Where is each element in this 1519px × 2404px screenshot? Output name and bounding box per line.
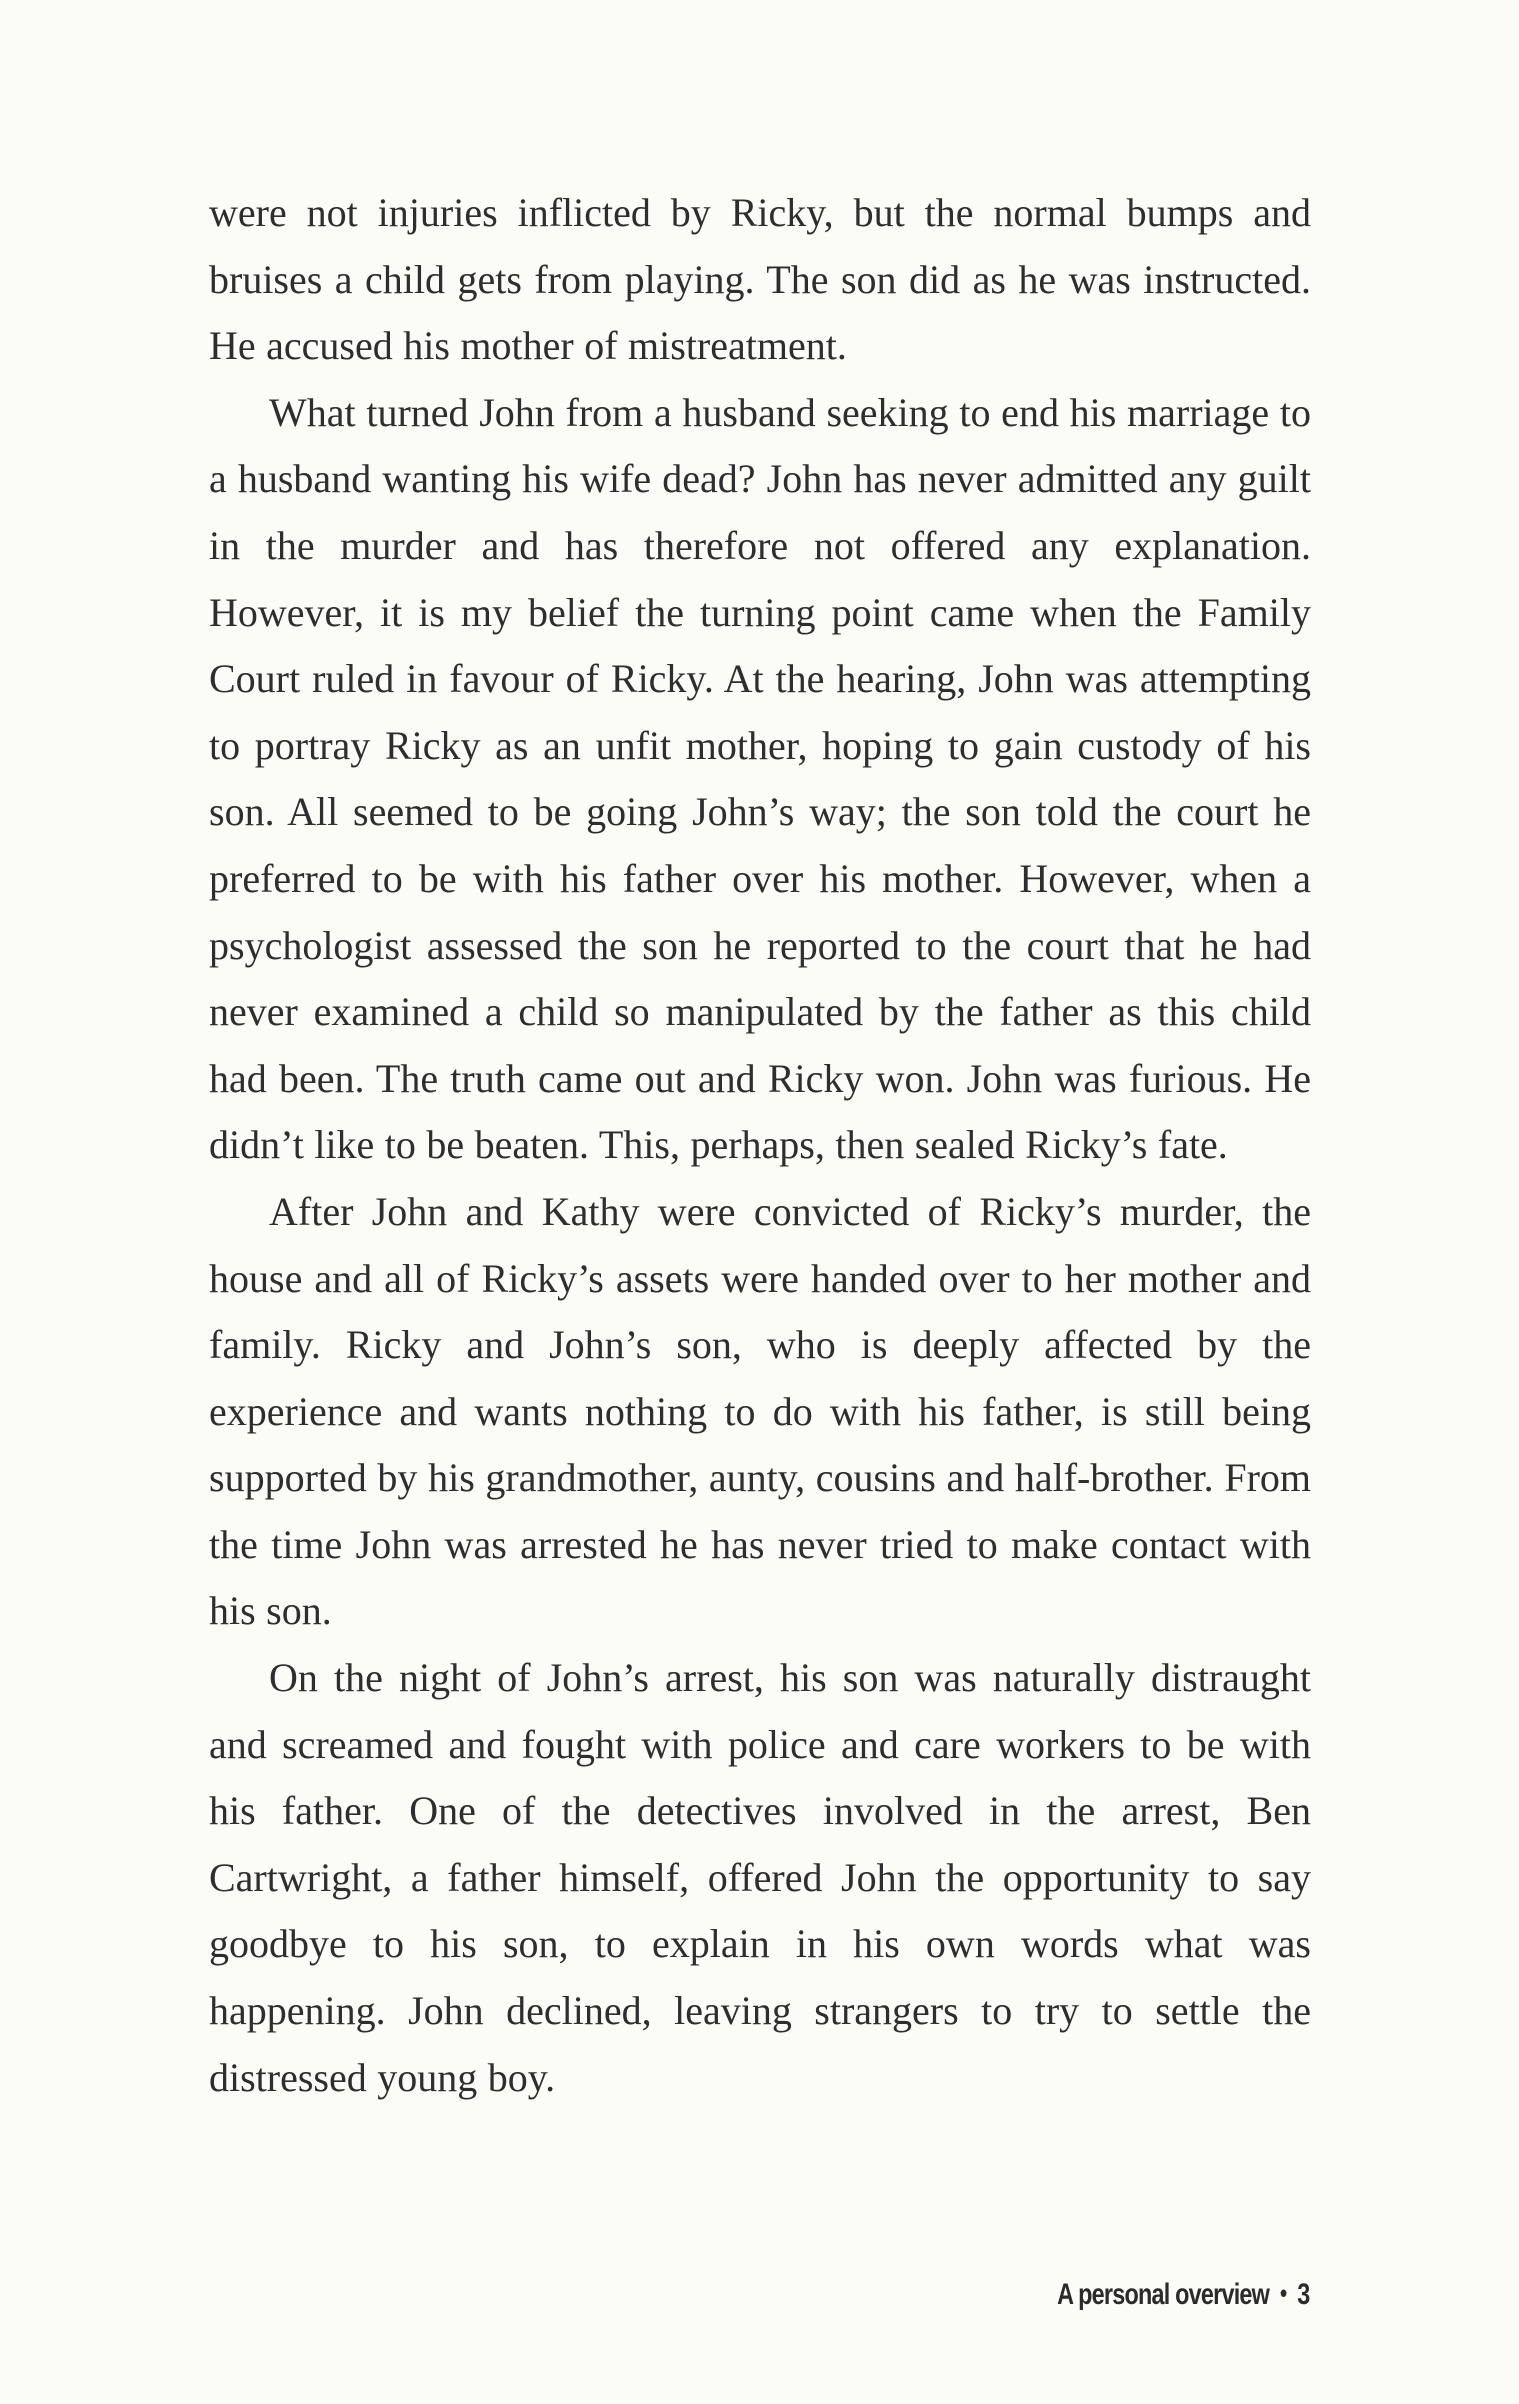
section-title: A personal overview [1056, 2278, 1269, 2311]
paragraph-arrest-night: On the night of John’s arrest, his son was naturally distraught and screamed and fought with police and care workers to be with his father. One of the detectives involved in the arrest, Ben Cartwright, a father himself, offered John the opportunity to say goodbye to his son, to explain in his own words what was happening. John declined, leaving strangers to try to settle the distressed young boy. [209, 1655, 1311, 2100]
paragraph-turning-point: What turned John from a husband seeking to end his marriage to a husband wanting his wife dead? John has never admitted any guilt in the murder and has therefore not offered any explanation. However, it is my belief the turning point came when the Family Court ruled in favour of Ricky. At the hearing, John was attempting to portray Ricky as an unfit mother, hoping to gain custody of his son. All seemed to be going John’s way; the son told the court he preferred to be with his father over his mother. However, when a psychologist assessed the son he reported to the court that he had never examined a child so manipulated by the father as this child had been. The truth came out and Ricky won. John was furious. He didn’t like to be beaten. This, perhaps, then sealed Ricky’s fate. [209, 389, 1311, 1168]
page-number: 3 [1296, 2278, 1309, 2311]
bullet-separator: • [1279, 2278, 1286, 2308]
paragraph-continued: were not injuries inflicted by Ricky, but the normal bumps and bruises a child gets from playing. The son did as he was instructed. He accused his mother of mistreatment. [209, 190, 1311, 369]
body-text [209, 180, 1311, 2111]
running-footer [1057, 2278, 1309, 2312]
paragraph-conviction: After John and Kathy were convicted of Ricky’s murder, the house and all of Ricky’s assets were handed over to her mother and family. Ricky and John’s son, who is deeply affected by the experience and wants nothing to do with his father, is still being supported by his grandmother, aunty, cousins and half-brother. From the time John was arrested he has never tried to make contact with his son. [209, 1188, 1311, 1634]
